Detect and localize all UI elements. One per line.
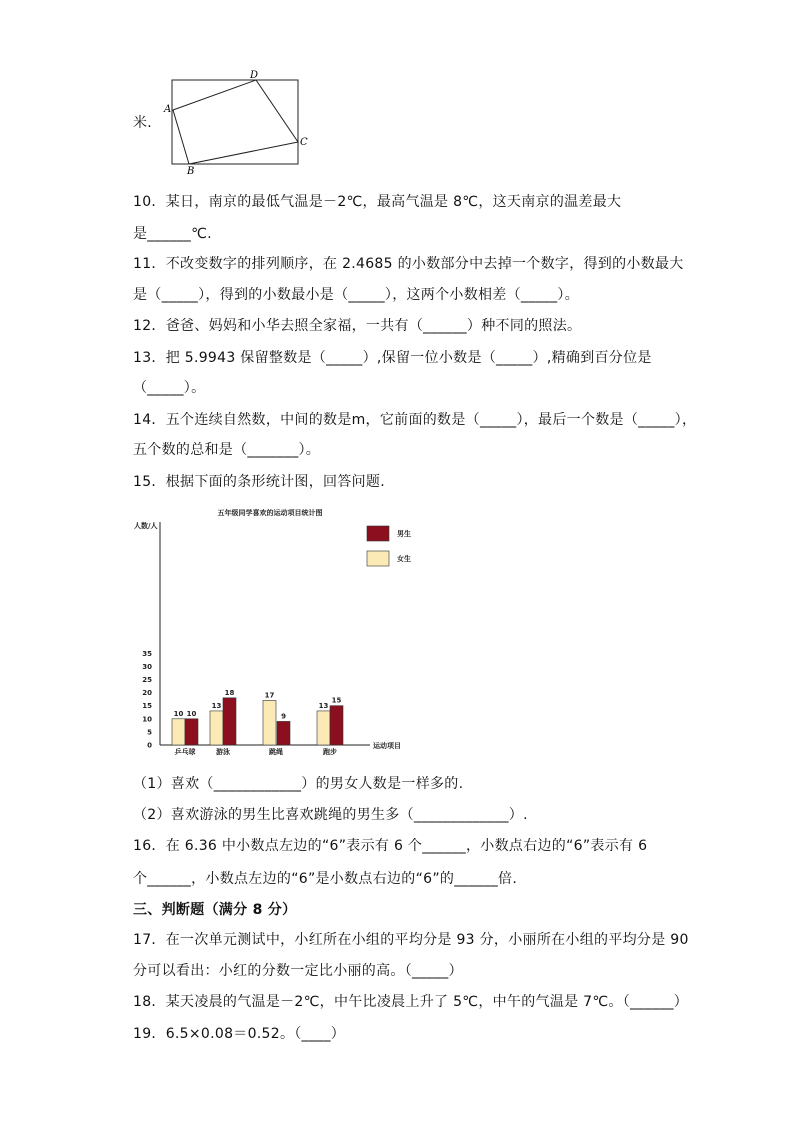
bar-boys — [330, 706, 343, 745]
question-9-answer-fragment: 米. — [133, 115, 153, 131]
question-12-line-1: 12．爸爸、妈妈和小华去照全家福，一共有（______）种不同的照法。 — [133, 318, 582, 334]
y-tick-label: 25 — [142, 676, 152, 684]
bar-girls — [263, 700, 276, 745]
question-11-line-1: 11．不改变数字的排列顺序，在 2.4685 的小数部分中去掉一个数字，得到的小数最大 — [133, 256, 684, 272]
data-label: 17 — [264, 691, 275, 700]
y-tick-label: 10 — [142, 715, 152, 724]
x-tick-label: 跳绳 — [269, 748, 283, 756]
label-b: B — [187, 166, 195, 176]
bar-girls — [210, 711, 223, 745]
data-label: 10 — [186, 709, 197, 718]
section-3-title: 三、判断题（满分 8 分） — [133, 902, 297, 918]
bar-boys — [185, 719, 198, 745]
label-a: A — [164, 104, 172, 115]
question-16-line-1: 16．在 6.36 中小数点左边的“6”表示有 6 个______，小数点右边的“6”表示有 6 — [133, 838, 648, 854]
bar-girls — [172, 719, 185, 745]
y-axis-label: 人数/人 — [134, 522, 158, 530]
question-14-line-1: 14．五个连续自然数，中间的数是m，它前面的数是（_____），最后一个数是（_____）， — [133, 412, 697, 428]
x-tick-label: 游泳 — [216, 748, 230, 756]
question-10-line-2: 是______℃. — [133, 226, 212, 242]
y-tick-label: 15 — [142, 702, 152, 711]
bar-girls — [317, 711, 330, 745]
bar-boys — [223, 698, 236, 745]
y-tick-label: 0 — [147, 741, 152, 750]
label-c: C — [300, 137, 308, 148]
x-tick-label: 跑步 — [323, 748, 337, 756]
chart-title: 五年级同学喜欢的运动项目统计图 — [217, 509, 323, 517]
bar-chart — [130, 500, 430, 762]
data-label: 10 — [173, 709, 184, 718]
rectangle-quadrilateral-figure — [160, 68, 310, 176]
question-19-line-1: 19．6.5×0.08＝0.52。（____） — [133, 1026, 346, 1042]
question-15-sub-2: （2）喜欢游泳的男生比喜欢跳绳的男生多（_____________）. — [133, 807, 528, 823]
question-17-line-1: 17．在一次单元测试中，小红所在小组的平均分是 93 分，小丽所在小组的平均分是 90 — [133, 932, 689, 948]
y-tick-label: 30 — [142, 662, 152, 671]
question-15-line-1: 15．根据下面的条形统计图，回答问题. — [133, 474, 385, 490]
question-14-line-2: 五个数的总和是（_______）。 — [133, 442, 321, 458]
data-label: 13 — [211, 701, 222, 710]
question-16-line-2: 个______，小数点左边的“6”是小数点右边的“6”的______倍. — [133, 871, 518, 887]
legend-swatch-girls — [367, 551, 389, 566]
legend-swatch-boys — [367, 526, 389, 541]
y-tick-label: 5 — [147, 728, 152, 737]
data-label: 9 — [281, 712, 286, 721]
outer-rectangle — [172, 80, 298, 164]
data-label: 18 — [224, 688, 235, 697]
question-10-line-1: 10．某日，南京的最低气温是－2℃，最高气温是 8℃，这天南京的温差最大 — [133, 194, 622, 210]
x-tick-label: 乒乓球 — [174, 748, 196, 756]
data-label: 15 — [331, 696, 342, 705]
legend-label: 男生 — [397, 530, 411, 538]
bar-boys — [277, 721, 290, 745]
question-13-line-1: 13．把 5.9943 保留整数是（_____）,保留一位小数是（_____）,精确到百分位是 — [133, 350, 652, 366]
y-tick-label: 20 — [142, 689, 152, 698]
question-15-sub-1: （1）喜欢（____________）的男女人数是一样多的. — [133, 776, 464, 792]
legend-label: 女生 — [397, 555, 411, 563]
question-13-line-2: （_____）。 — [133, 380, 206, 396]
label-d: D — [250, 70, 259, 81]
question-18-line-1: 18．某天凌晨的气温是－2℃，中午比凌晨上升了 5℃，中午的气温是 7℃。（______） — [133, 994, 689, 1010]
question-11-line-2: 是（_____），得到的小数最小是（_____），这两个小数相差（_____）。 — [133, 287, 579, 303]
data-label: 13 — [318, 701, 329, 710]
y-tick-label: 35 — [142, 649, 152, 658]
x-axis-label: 运动项目 — [373, 742, 401, 750]
question-17-line-2: 分可以看出：小红的分数一定比小丽的高。（_____） — [133, 963, 463, 979]
inner-quadrilateral — [173, 80, 298, 164]
